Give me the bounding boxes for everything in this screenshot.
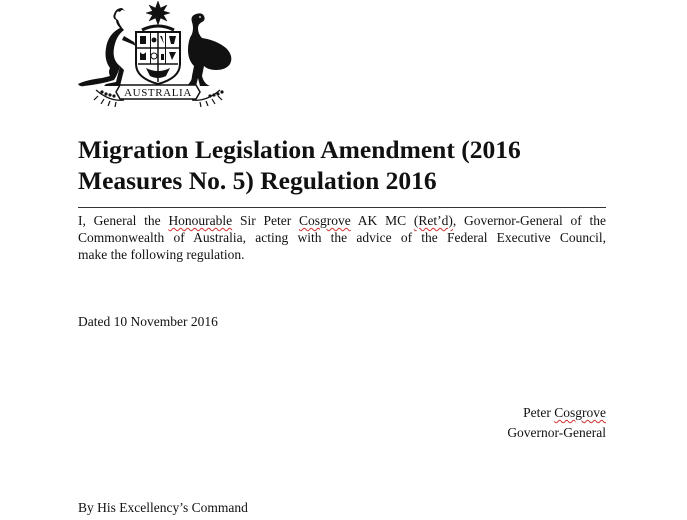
coat-of-arms-icon — [76, 0, 240, 114]
preamble-line-3: make the following regulation. — [78, 247, 245, 262]
preamble-line-2: Commonwealth of Australia, acting with the advice of the Federal Executive Council, — [78, 230, 606, 245]
spellcheck-word: (Ret’d) — [413, 213, 453, 228]
title-line-2: Measures No. 5) Regulation 2016 — [78, 166, 437, 195]
regulation-title — [78, 134, 618, 196]
title-line-1: Migration Legislation Amendment (2016 — [78, 135, 521, 164]
preamble-paragraph — [78, 212, 606, 263]
preamble-line-1: I, General the Honourable Sir Peter Cosgrove AK MC (Ret’d), Governor-General of the — [78, 213, 606, 228]
spellcheck-word: Honourable — [168, 213, 233, 228]
date-line: Dated 10 November 2016 — [78, 314, 218, 329]
spellcheck-word: Cosgrove — [299, 213, 351, 228]
signatory-role: Governor-General — [507, 425, 606, 440]
spellcheck-word: Cosgrove — [554, 405, 606, 420]
title-divider — [78, 207, 606, 208]
signatory-name: Peter Cosgrove — [523, 405, 606, 420]
command-line: By His Excellency’s Command — [78, 500, 248, 515]
crest-banner-text: AUSTRALIA — [124, 87, 192, 99]
